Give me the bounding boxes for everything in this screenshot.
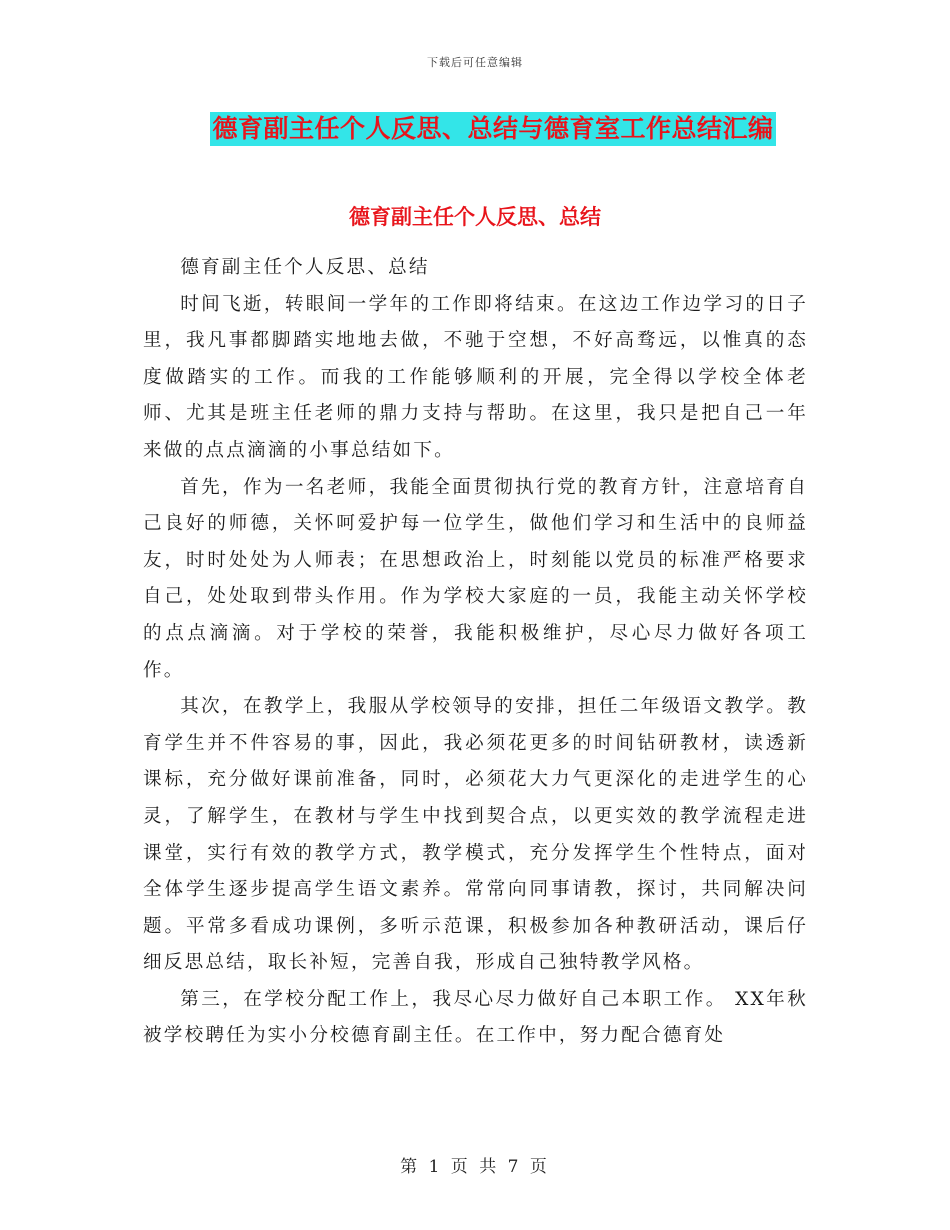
paragraph: 德育副主任个人反思、总结: [180, 257, 430, 278]
section-title: 德育副主任个人反思、总结: [349, 205, 601, 229]
paragraph: 时间飞逝，转眼间一学年的工作即将结束。在这边工作边学习的日子里，我凡事都脚踏实地地去做，不驰于空想，不好高骛远，以惟真的态度做踏实的工作。而我的工作能够顺利的开展，完全得以学校全体老师、尤其是班主任老师的鼎力支持与帮助。在这里，我只是把自己一年来做的点点滴滴的小事总结如下。: [143, 293, 808, 461]
header-note: 下载后可任意编辑: [427, 56, 523, 69]
main-title-container: [0, 112, 950, 146]
document-body: [143, 250, 808, 1055]
main-title: 德育副主任个人反思、总结与德育室工作总结汇编: [210, 112, 775, 146]
page-footer: 第 1 页 共 7 页: [400, 1157, 550, 1177]
paragraph: 第三，在学校分配工作上，我尽心尽力做好自己本职工作。 XX年秋被学校聘任为实小分校德育副主任。在工作中，努力配合德育处: [143, 988, 808, 1047]
paragraph: 其次，在教学上，我服从学校领导的安排，担任二年级语文教学。教育学生并不件容易的事，因此，我必须花更多的时间钻研教材，读透新课标，充分做好课前准备，同时，必须花大力气更深化的走进学生的心灵，了解学生，在教材与学生中找到契合点，以更实效的教学流程走进课堂，实行有效的教学方式，教学模式，充分发挥学生个性特点，面对全体学生逐步提高学生语文素养。常常向同事请教，探讨，共同解决问题。平常多看成功课例，多听示范课，积极参加各种教研活动，课后仔细反思总结，取长补短，完善自我，形成自己独特教学风格。: [143, 696, 808, 974]
paragraph: 首先，作为一名老师，我能全面贯彻执行党的教育方针，注意培育自己良好的师德，关怀呵爱护每一位学生，做他们学习和生活中的良师益友，时时处处为人师表；在思想政治上，时刻能以党员的标准严格要求自己，处处取到带头作用。作为学校大家庭的一员，我能主动关怀学校的点点滴滴。对于学校的荣誉，我能积极维护，尽心尽力做好各项工作。: [143, 476, 808, 681]
